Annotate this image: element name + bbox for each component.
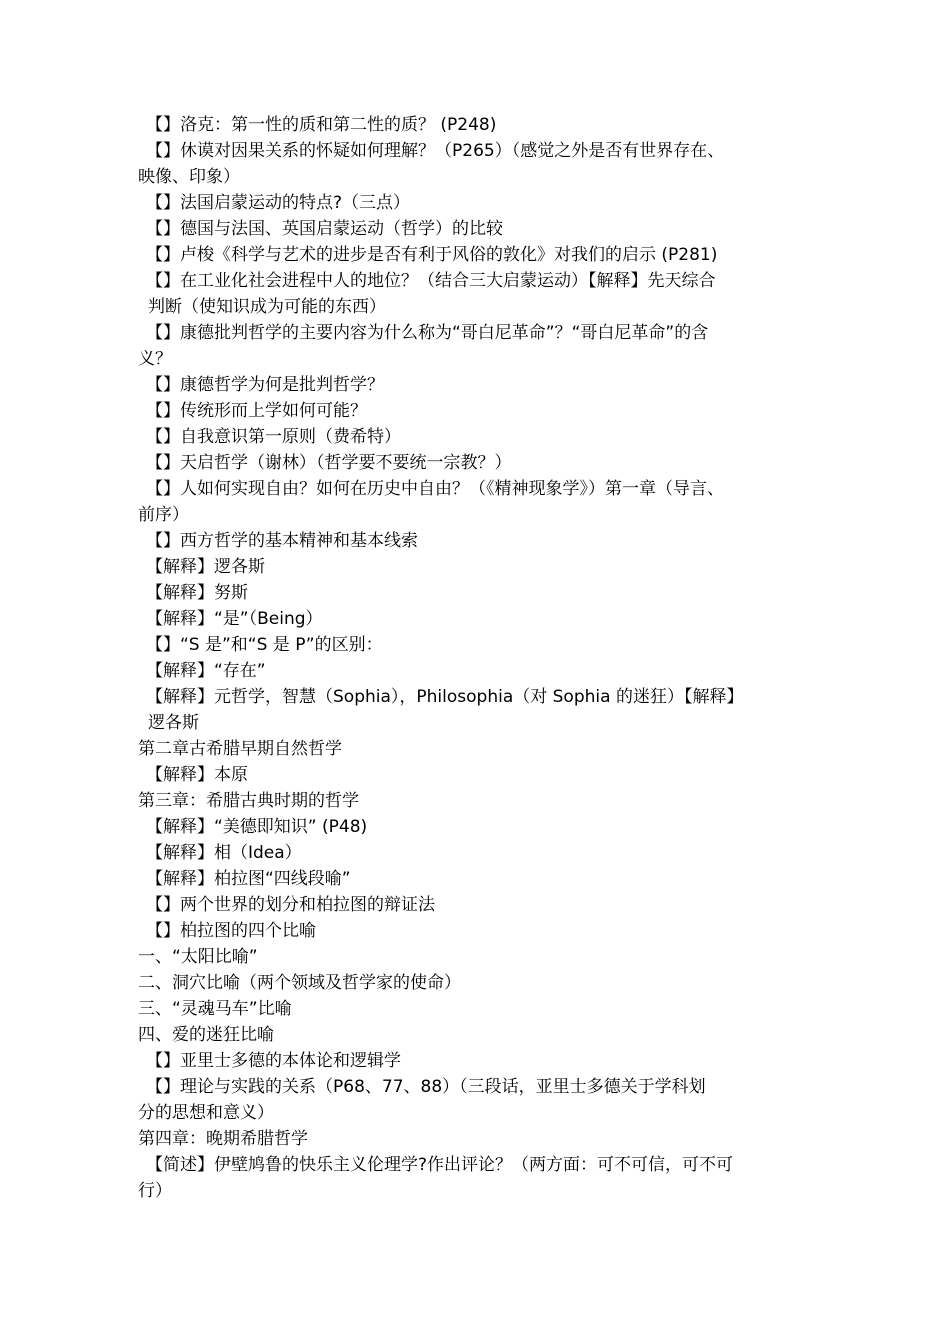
text-line: 【解释】相（Idea） (146, 843, 302, 863)
text-line: 逻各斯 (148, 713, 199, 733)
text-line: 【解释】逻各斯 (146, 557, 265, 577)
list-item: 四、爱的迷狂比喻 (138, 1025, 274, 1045)
list-item: 一、“太阳比喻” (138, 947, 258, 967)
document-body (138, 112, 818, 1204)
text-line: 【】“S 是”和“S 是 P”的区别： (146, 635, 383, 655)
text-line: 分的思想和意义） (138, 1103, 274, 1123)
text-line: 【】休谟对因果关系的怀疑如何理解？（P265）（感觉之外是否有世界存在、 (146, 141, 725, 161)
text-line: 【】人如何实现自由？如何在历史中自由？（《精神现象学》）第一章（导言、 (146, 479, 724, 499)
text-line: 【】康德哲学为何是批判哲学？ (146, 375, 384, 395)
text-line: 行） (138, 1181, 172, 1201)
text-line: 【解释】“美德即知识” (P48) (146, 817, 368, 837)
text-line: 前序） (138, 505, 189, 525)
list-item: 二、洞穴比喻（两个领域及哲学家的使命） (138, 973, 461, 993)
text-line: 【】传统形而上学如何可能？ (146, 401, 367, 421)
text-line: 【】柏拉图的四个比喻 (146, 921, 316, 941)
text-line: 义？ (138, 349, 172, 369)
text-line: 【】西方哲学的基本精神和基本线索 (146, 531, 418, 551)
text-line: 【】德国与法国、英国启蒙运动（哲学）的比较 (146, 219, 503, 239)
text-line: 映像、印象） (138, 167, 240, 187)
text-line: 【解释】元哲学，智慧（Sophia），Philosophia（对 Sophia 的迷狂）【解释】 (146, 687, 744, 707)
chapter-heading: 第二章古希腊早期自然哲学 (138, 739, 342, 759)
list-item: 三、“灵魂马车”比喻 (138, 999, 292, 1019)
text-line: 【解释】本原 (146, 765, 248, 785)
text-line: 【】天启哲学（谢林）（哲学要不要统一宗教？） (146, 453, 512, 473)
text-line: 【】理论与实践的关系（P68、77、88）（三段话，亚里士多德关于学科划 (146, 1077, 706, 1097)
text-line: 【】亚里士多德的本体论和逻辑学 (146, 1051, 401, 1071)
text-line: 判断（使知识成为可能的东西） (148, 297, 386, 317)
text-line: 【】康德批判哲学的主要内容为什么称为“哥白尼革命”？“哥白尼革命”的含 (146, 323, 709, 343)
text-line: 【】两个世界的划分和柏拉图的辩证法 (146, 895, 435, 915)
text-line: 【解释】“是”（Being） (146, 609, 323, 629)
text-line: 【解释】柏拉图“四线段喻” (146, 869, 351, 889)
chapter-heading: 第三章：希腊古典时期的哲学 (138, 791, 359, 811)
text-line: 【】在工业化社会进程中人的地位？（结合三大启蒙运动）【解释】先天综合 (146, 271, 716, 291)
text-line: 【简述】伊壁鸠鲁的快乐主义伦理学?作出评论？（两方面：可不可信，可不可 (146, 1155, 734, 1175)
text-line: 【】卢梭《科学与艺术的进步是否有利于风俗的敦化》对我们的启示 (P281) (146, 245, 718, 265)
text-line: 【解释】努斯 (146, 583, 248, 603)
text-line: 【】自我意识第一原则（费希特） (146, 427, 401, 447)
text-line: 【】法国启蒙运动的特点?（三点） (146, 193, 411, 213)
chapter-heading: 第四章：晚期希腊哲学 (138, 1129, 308, 1149)
text-line: 【解释】“存在” (146, 661, 266, 681)
text-line: 【】洛克：第一性的质和第二性的质？ (P248) (146, 115, 497, 135)
